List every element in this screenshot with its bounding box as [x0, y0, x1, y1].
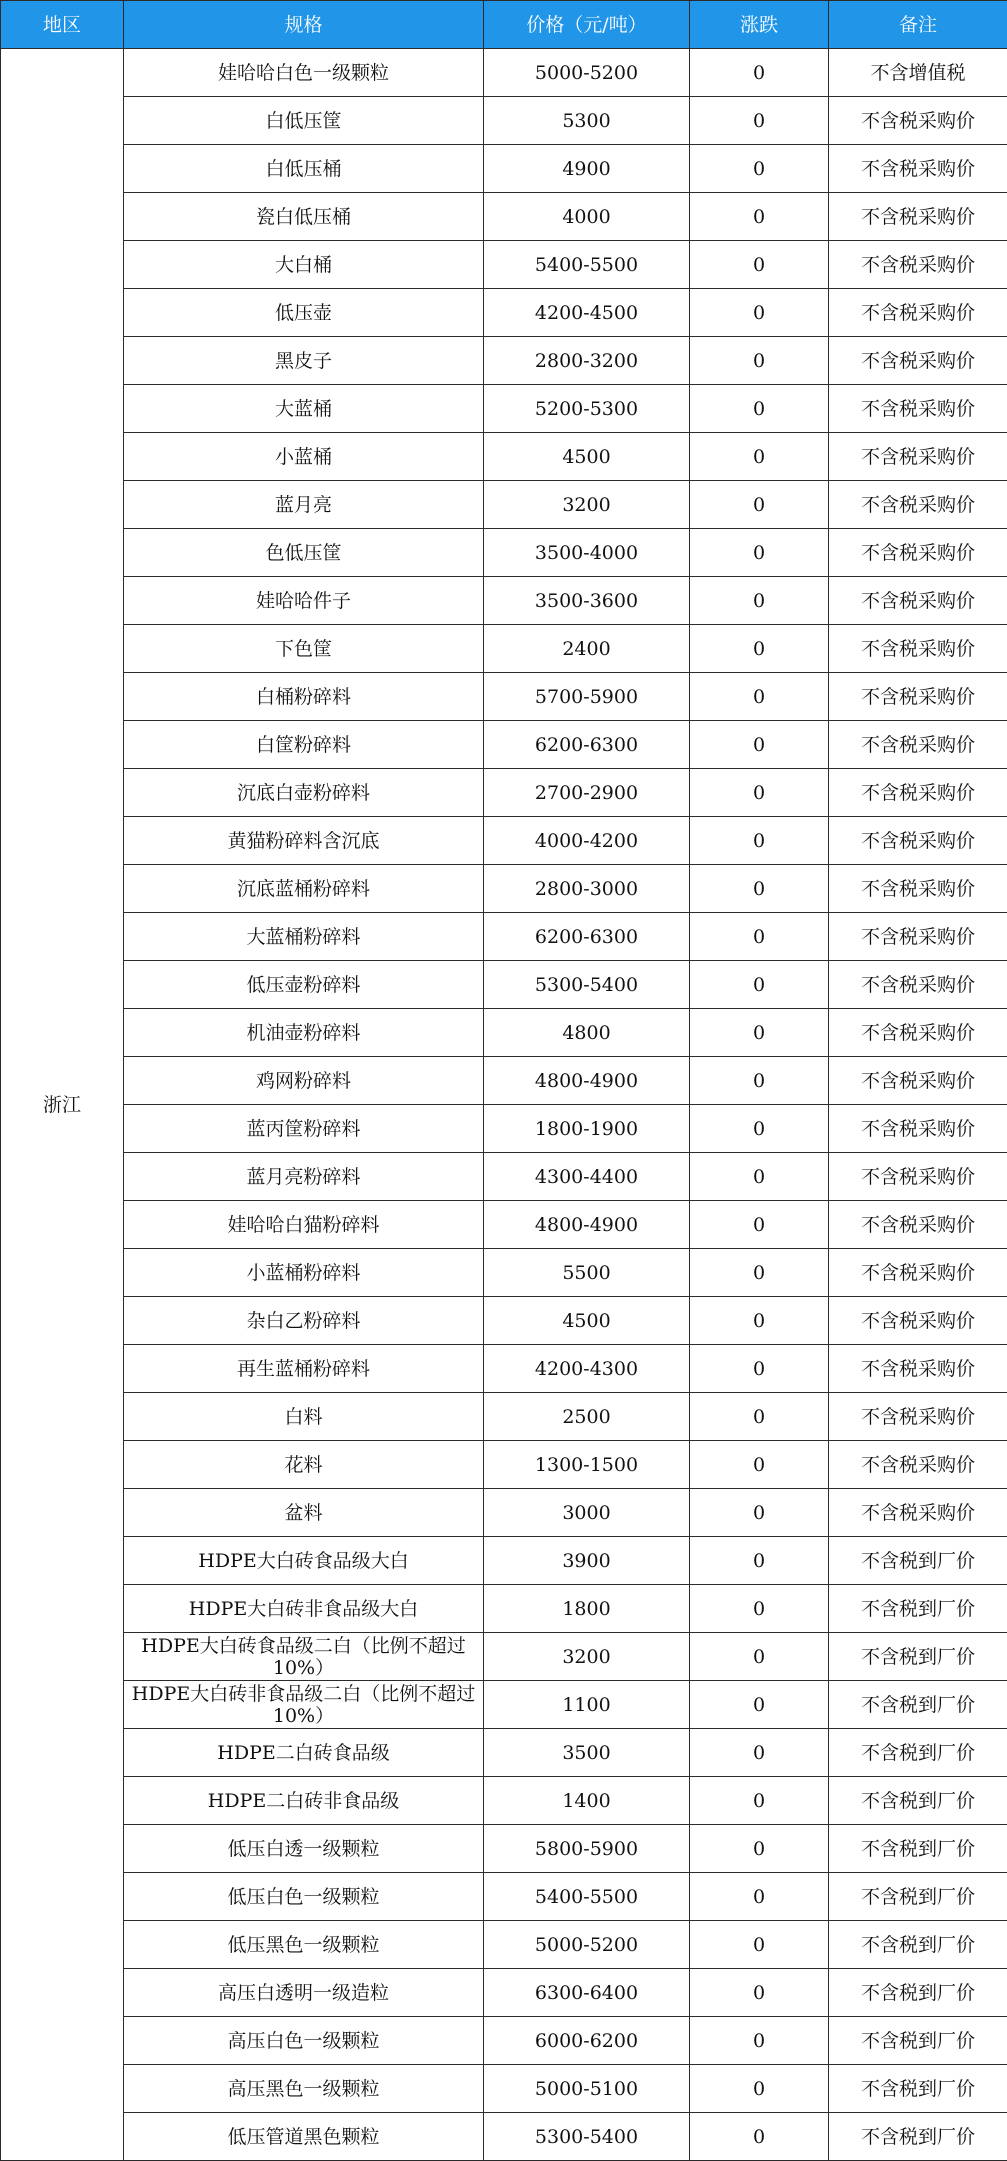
spec-text: HDPE大白砖非食品级二白（比例不超过10%）	[131, 1682, 476, 1727]
table-row	[1, 241, 1007, 289]
table-row	[1, 721, 1007, 769]
table-row	[1, 1729, 1007, 1777]
table-row	[1, 2017, 1007, 2065]
note-cell: 不含税到厂价	[829, 1537, 1007, 1585]
spec-cell	[124, 1681, 484, 1729]
price-cell: 5700-5900	[484, 673, 690, 721]
table-row	[1, 1585, 1007, 1633]
note-cell: 不含税采购价	[829, 337, 1007, 385]
spec-cell: 高压白色一级颗粒	[124, 2017, 484, 2065]
price-cell: 1800	[484, 1585, 690, 1633]
table-header-row	[1, 1, 1007, 49]
spec-cell: 娃哈哈白色一级颗粒	[124, 49, 484, 97]
change-cell: 0	[690, 577, 829, 625]
note-cell: 不含税到厂价	[829, 1825, 1007, 1873]
change-cell: 0	[690, 1969, 829, 2017]
price-cell: 3500	[484, 1729, 690, 1777]
change-cell: 0	[690, 1249, 829, 1297]
spec-cell: 下色筐	[124, 625, 484, 673]
spec-cell: 色低压筐	[124, 529, 484, 577]
change-cell: 0	[690, 1585, 829, 1633]
change-cell: 0	[690, 1009, 829, 1057]
note-cell: 不含税采购价	[829, 241, 1007, 289]
spec-cell: 低压黑色一级颗粒	[124, 1921, 484, 1969]
table-row	[1, 1057, 1007, 1105]
header-price: 价格（元/吨）	[484, 1, 690, 49]
note-cell: 不含税采购价	[829, 1489, 1007, 1537]
note-cell: 不含税采购价	[829, 433, 1007, 481]
price-cell: 4800-4900	[484, 1057, 690, 1105]
note-cell: 不含税到厂价	[829, 1969, 1007, 2017]
table-row	[1, 865, 1007, 913]
price-cell: 3000	[484, 1489, 690, 1537]
change-cell: 0	[690, 1633, 829, 1681]
price-cell: 4000	[484, 193, 690, 241]
note-cell: 不含税采购价	[829, 817, 1007, 865]
note-cell: 不含税到厂价	[829, 1633, 1007, 1681]
price-cell: 4500	[484, 433, 690, 481]
header-change: 涨跌	[690, 1, 829, 49]
table-row	[1, 1777, 1007, 1825]
price-cell: 3200	[484, 1633, 690, 1681]
table-row	[1, 193, 1007, 241]
price-cell: 5800-5900	[484, 1825, 690, 1873]
table-row	[1, 577, 1007, 625]
change-cell: 0	[690, 289, 829, 337]
spec-cell: 大白桶	[124, 241, 484, 289]
price-cell: 6300-6400	[484, 1969, 690, 2017]
spec-cell: 杂白乙粉碎料	[124, 1297, 484, 1345]
note-cell: 不含税到厂价	[829, 1873, 1007, 1921]
spec-cell: 低压白色一级颗粒	[124, 1873, 484, 1921]
price-cell: 3500-4000	[484, 529, 690, 577]
spec-text: HDPE大白砖食品级二白（比例不超过10%）	[141, 1634, 466, 1679]
change-cell: 0	[690, 817, 829, 865]
change-cell: 0	[690, 433, 829, 481]
note-cell: 不含税采购价	[829, 1345, 1007, 1393]
spec-cell: 娃哈哈件子	[124, 577, 484, 625]
price-cell: 2800-3200	[484, 337, 690, 385]
table-row	[1, 385, 1007, 433]
change-cell: 0	[690, 1105, 829, 1153]
price-cell: 4200-4500	[484, 289, 690, 337]
note-cell: 不含税到厂价	[829, 1921, 1007, 1969]
note-cell: 不含税到厂价	[829, 1777, 1007, 1825]
spec-cell: 小蓝桶粉碎料	[124, 1249, 484, 1297]
spec-cell: 娃哈哈白猫粉碎料	[124, 1201, 484, 1249]
table-row	[1, 1153, 1007, 1201]
change-cell: 0	[690, 529, 829, 577]
table-row	[1, 1537, 1007, 1585]
note-cell: 不含税到厂价	[829, 1585, 1007, 1633]
table-row	[1, 1921, 1007, 1969]
table-row	[1, 625, 1007, 673]
change-cell: 0	[690, 1153, 829, 1201]
table-row	[1, 1009, 1007, 1057]
price-cell: 5000-5100	[484, 2065, 690, 2113]
spec-cell: HDPE大白砖食品级大白	[124, 1537, 484, 1585]
header-spec: 规格	[124, 1, 484, 49]
note-cell: 不含税采购价	[829, 1105, 1007, 1153]
price-cell: 2400	[484, 625, 690, 673]
price-cell: 4000-4200	[484, 817, 690, 865]
table-row	[1, 49, 1007, 97]
price-cell: 5200-5300	[484, 385, 690, 433]
spec-cell: 白料	[124, 1393, 484, 1441]
change-cell: 0	[690, 97, 829, 145]
note-cell: 不含税到厂价	[829, 2017, 1007, 2065]
change-cell: 0	[690, 1297, 829, 1345]
change-cell: 0	[690, 337, 829, 385]
price-cell: 5000-5200	[484, 49, 690, 97]
note-cell: 不含税采购价	[829, 1057, 1007, 1105]
table-row	[1, 1201, 1007, 1249]
spec-cell: HDPE二白砖食品级	[124, 1729, 484, 1777]
header-region: 地区	[1, 1, 124, 49]
change-cell: 0	[690, 1921, 829, 1969]
price-cell: 3500-3600	[484, 577, 690, 625]
note-cell: 不含税到厂价	[829, 1729, 1007, 1777]
note-cell: 不含税采购价	[829, 1201, 1007, 1249]
change-cell: 0	[690, 2113, 829, 2161]
table-row	[1, 1633, 1007, 1681]
price-cell: 5300-5400	[484, 2113, 690, 2161]
price-cell: 4300-4400	[484, 1153, 690, 1201]
price-cell: 4800	[484, 1009, 690, 1057]
note-cell: 不含税采购价	[829, 1297, 1007, 1345]
spec-cell: 大蓝桶	[124, 385, 484, 433]
change-cell: 0	[690, 1537, 829, 1585]
change-cell: 0	[690, 1393, 829, 1441]
change-cell: 0	[690, 481, 829, 529]
price-cell: 5300	[484, 97, 690, 145]
change-cell: 0	[690, 145, 829, 193]
note-cell: 不含税到厂价	[829, 2065, 1007, 2113]
note-cell: 不含增值税	[829, 49, 1007, 97]
table-row	[1, 1297, 1007, 1345]
change-cell: 0	[690, 1873, 829, 1921]
spec-cell: 白低压筐	[124, 97, 484, 145]
change-cell: 0	[690, 1729, 829, 1777]
spec-cell: 黑皮子	[124, 337, 484, 385]
table-row	[1, 961, 1007, 1009]
change-cell: 0	[690, 961, 829, 1009]
change-cell: 0	[690, 1777, 829, 1825]
table-row	[1, 481, 1007, 529]
table-row	[1, 1873, 1007, 1921]
change-cell: 0	[690, 1345, 829, 1393]
note-cell: 不含税采购价	[829, 1393, 1007, 1441]
header-note: 备注	[829, 1, 1007, 49]
price-cell: 1800-1900	[484, 1105, 690, 1153]
spec-cell: 蓝月亮粉碎料	[124, 1153, 484, 1201]
price-cell: 6200-6300	[484, 913, 690, 961]
table-row	[1, 1105, 1007, 1153]
table-row	[1, 913, 1007, 961]
price-cell: 3900	[484, 1537, 690, 1585]
note-cell: 不含税采购价	[829, 865, 1007, 913]
change-cell: 0	[690, 625, 829, 673]
change-cell: 0	[690, 673, 829, 721]
price-cell: 1100	[484, 1681, 690, 1729]
note-cell: 不含税采购价	[829, 625, 1007, 673]
note-cell: 不含税采购价	[829, 769, 1007, 817]
table-row	[1, 289, 1007, 337]
spec-cell: HDPE二白砖非食品级	[124, 1777, 484, 1825]
table-row	[1, 769, 1007, 817]
spec-cell: 白低压桶	[124, 145, 484, 193]
price-cell: 5300-5400	[484, 961, 690, 1009]
spec-cell: 白桶粉碎料	[124, 673, 484, 721]
table-row	[1, 1969, 1007, 2017]
table-row	[1, 529, 1007, 577]
note-cell: 不含税采购价	[829, 193, 1007, 241]
table-row	[1, 1441, 1007, 1489]
change-cell: 0	[690, 193, 829, 241]
table-row	[1, 337, 1007, 385]
note-cell: 不含税采购价	[829, 961, 1007, 1009]
price-cell: 5000-5200	[484, 1921, 690, 1969]
spec-cell: 瓷白低压桶	[124, 193, 484, 241]
spec-cell	[124, 1633, 484, 1681]
change-cell: 0	[690, 721, 829, 769]
price-cell: 6200-6300	[484, 721, 690, 769]
note-cell: 不含税采购价	[829, 289, 1007, 337]
price-cell: 5500	[484, 1249, 690, 1297]
price-cell: 2800-3000	[484, 865, 690, 913]
note-cell: 不含税采购价	[829, 97, 1007, 145]
change-cell: 0	[690, 385, 829, 433]
price-cell: 6000-6200	[484, 2017, 690, 2065]
note-cell: 不含税采购价	[829, 1441, 1007, 1489]
spec-cell: 花料	[124, 1441, 484, 1489]
note-cell: 不含税采购价	[829, 913, 1007, 961]
note-cell: 不含税采购价	[829, 721, 1007, 769]
spec-cell: 黄猫粉碎料含沉底	[124, 817, 484, 865]
price-cell: 5400-5500	[484, 1873, 690, 1921]
change-cell: 0	[690, 913, 829, 961]
price-cell: 4200-4300	[484, 1345, 690, 1393]
note-cell: 不含税采购价	[829, 577, 1007, 625]
change-cell: 0	[690, 2017, 829, 2065]
spec-cell: 白筐粉碎料	[124, 721, 484, 769]
change-cell: 0	[690, 1681, 829, 1729]
spec-cell: 沉底蓝桶粉碎料	[124, 865, 484, 913]
note-cell: 不含税采购价	[829, 385, 1007, 433]
spec-cell: 鸡网粉碎料	[124, 1057, 484, 1105]
change-cell: 0	[690, 2065, 829, 2113]
spec-cell: 低压壶粉碎料	[124, 961, 484, 1009]
change-cell: 0	[690, 49, 829, 97]
table-row	[1, 817, 1007, 865]
spec-cell: 蓝丙筐粉碎料	[124, 1105, 484, 1153]
price-cell: 4500	[484, 1297, 690, 1345]
region-cell: 浙江	[1, 49, 124, 2161]
note-cell: 不含税采购价	[829, 673, 1007, 721]
table-row	[1, 1825, 1007, 1873]
spec-cell: 机油壶粉碎料	[124, 1009, 484, 1057]
table-row	[1, 1681, 1007, 1729]
table-row	[1, 433, 1007, 481]
note-cell: 不含税到厂价	[829, 2113, 1007, 2161]
table-row	[1, 1393, 1007, 1441]
price-cell: 2700-2900	[484, 769, 690, 817]
price-cell: 2500	[484, 1393, 690, 1441]
table-row	[1, 2113, 1007, 2161]
change-cell: 0	[690, 241, 829, 289]
price-cell: 1400	[484, 1777, 690, 1825]
table-body	[1, 49, 1007, 2161]
change-cell: 0	[690, 1489, 829, 1537]
price-cell: 5400-5500	[484, 241, 690, 289]
note-cell: 不含税采购价	[829, 1249, 1007, 1297]
price-cell: 1300-1500	[484, 1441, 690, 1489]
change-cell: 0	[690, 1441, 829, 1489]
table-row	[1, 1489, 1007, 1537]
note-cell: 不含税采购价	[829, 481, 1007, 529]
spec-cell: 小蓝桶	[124, 433, 484, 481]
spec-cell: 大蓝桶粉碎料	[124, 913, 484, 961]
spec-cell: 低压白透一级颗粒	[124, 1825, 484, 1873]
change-cell: 0	[690, 1201, 829, 1249]
note-cell: 不含税到厂价	[829, 1681, 1007, 1729]
spec-cell: 高压白透明一级造粒	[124, 1969, 484, 2017]
spec-cell: HDPE大白砖非食品级大白	[124, 1585, 484, 1633]
spec-cell: 低压管道黑色颗粒	[124, 2113, 484, 2161]
table-row	[1, 1249, 1007, 1297]
price-cell: 4900	[484, 145, 690, 193]
table-row	[1, 145, 1007, 193]
table-row	[1, 1345, 1007, 1393]
spec-cell: 蓝月亮	[124, 481, 484, 529]
change-cell: 0	[690, 865, 829, 913]
change-cell: 0	[690, 1825, 829, 1873]
note-cell: 不含税采购价	[829, 1009, 1007, 1057]
table-row	[1, 2065, 1007, 2113]
note-cell: 不含税采购价	[829, 529, 1007, 577]
change-cell: 0	[690, 769, 829, 817]
change-cell: 0	[690, 1057, 829, 1105]
spec-cell: 高压黑色一级颗粒	[124, 2065, 484, 2113]
spec-cell: 再生蓝桶粉碎料	[124, 1345, 484, 1393]
spec-cell: 低压壶	[124, 289, 484, 337]
table-row	[1, 97, 1007, 145]
note-cell: 不含税采购价	[829, 145, 1007, 193]
price-cell: 3200	[484, 481, 690, 529]
spec-cell: 沉底白壶粉碎料	[124, 769, 484, 817]
spec-cell: 盆料	[124, 1489, 484, 1537]
price-cell: 4800-4900	[484, 1201, 690, 1249]
table-row	[1, 673, 1007, 721]
note-cell: 不含税采购价	[829, 1153, 1007, 1201]
